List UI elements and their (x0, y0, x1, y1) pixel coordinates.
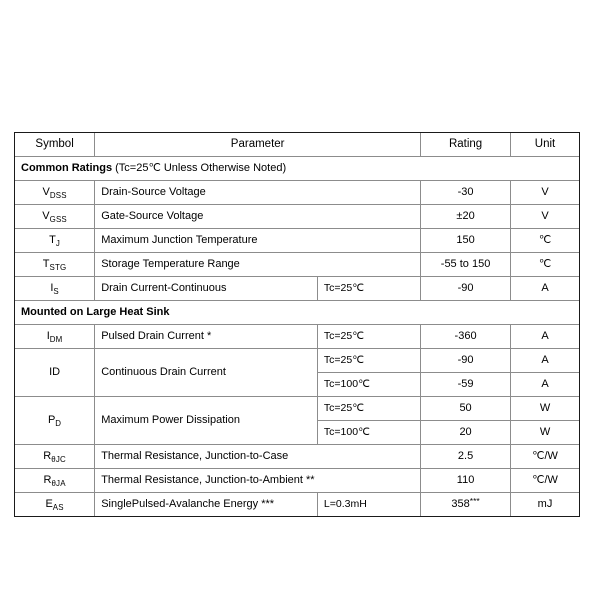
condition-is: Tc=25℃ (317, 277, 420, 301)
rating-tj: 150 (421, 229, 511, 253)
parameter-idm: Pulsed Drain Current * (95, 325, 318, 349)
parameter-eas: SinglePulsed-Avalanche Energy *** (95, 493, 318, 517)
condition-pd-2: Tc=100℃ (317, 421, 420, 445)
section-mounted-heat-sink-cell (15, 301, 579, 325)
symbol-tstg-base: T (42, 258, 50, 271)
unit-tj: ℃ (511, 229, 579, 253)
rating-idm: -360 (421, 325, 511, 349)
header-rating: Rating (421, 133, 511, 157)
section-common-ratings-note: (Tc=25℃ Unless Otherwise Noted) (112, 162, 287, 175)
header-symbol: Symbol (15, 133, 95, 157)
symbol-rthjc (15, 445, 95, 469)
parameter-rthja: Thermal Resistance, Junction-to-Ambient ** (95, 469, 421, 493)
symbol-vdss (15, 181, 95, 205)
table-row-id-first (15, 349, 579, 373)
symbol-vgss-sub: GSS (49, 214, 67, 224)
symbol-eas-base: E (45, 498, 53, 511)
rating-id-2: -59 (421, 373, 511, 397)
table-row-pd-first (15, 397, 579, 421)
symbol-idm (15, 325, 95, 349)
rating-id-1: -90 (421, 349, 511, 373)
rating-eas (421, 493, 511, 517)
section-common-ratings-cell (15, 157, 579, 181)
unit-tstg: ℃ (511, 253, 579, 277)
symbol-eas-sub: AS (52, 502, 64, 512)
symbol-vgss-base: V (42, 210, 50, 223)
symbol-rthja (15, 469, 95, 493)
rating-vgss: ±20 (421, 205, 511, 229)
parameter-tstg: Storage Temperature Range (95, 253, 421, 277)
parameter-vdss: Drain-Source Voltage (95, 181, 421, 205)
symbol-tstg-sub: STG (49, 262, 67, 272)
table-header-row (15, 133, 579, 157)
rating-eas-footnote-marks: *** (469, 496, 480, 507)
parameter-rthjc: Thermal Resistance, Junction-to-Case (95, 445, 421, 469)
symbol-eas (15, 493, 95, 517)
parameter-vgss: Gate-Source Voltage (95, 205, 421, 229)
table-row-idm (15, 325, 579, 349)
condition-id-1: Tc=25℃ (317, 349, 420, 373)
symbol-pd (15, 397, 95, 445)
header-parameter: Parameter (95, 133, 421, 157)
unit-rthjc: ℃/W (511, 445, 579, 469)
symbol-id-base: ID (49, 366, 61, 379)
symbol-id (15, 349, 95, 397)
rating-tstg: -55 to 150 (421, 253, 511, 277)
rating-eas-value: 358 (451, 498, 470, 511)
unit-rthja: ℃/W (511, 469, 579, 493)
unit-id-2: A (511, 373, 579, 397)
section-common-ratings-label: Common Ratings (21, 162, 113, 175)
section-header-mounted-heat-sink (15, 301, 579, 325)
rating-vdss: -30 (421, 181, 511, 205)
unit-idm: A (511, 325, 579, 349)
symbol-pd-base: P (47, 414, 56, 427)
table-row-rthja (15, 469, 579, 493)
parameter-pd: Maximum Power Dissipation (95, 397, 318, 445)
symbol-tstg (15, 253, 95, 277)
symbol-is-sub: S (53, 286, 59, 296)
header-unit: Unit (511, 133, 579, 157)
symbol-tj-base: T (49, 234, 56, 247)
symbol-vgss (15, 205, 95, 229)
symbol-rthjc-base: R (43, 450, 52, 463)
table-row-tstg (15, 253, 579, 277)
symbol-rthja-sub: θJA (51, 478, 66, 488)
table-row-eas (15, 493, 579, 517)
section-header-common-ratings (15, 157, 579, 181)
symbol-tj (15, 229, 95, 253)
table-row-is (15, 277, 579, 301)
table-row-vdss (15, 181, 579, 205)
symbol-is (15, 277, 95, 301)
condition-eas: L=0.3mH (317, 493, 420, 517)
symbol-rthjc-sub: θJC (51, 454, 66, 464)
condition-id-2: Tc=100℃ (317, 373, 420, 397)
unit-is: A (511, 277, 579, 301)
rating-rthjc: 2.5 (421, 445, 511, 469)
symbol-rthja-base: R (43, 474, 52, 487)
absolute-maximum-ratings-table (14, 132, 580, 517)
symbol-idm-base: I (46, 330, 50, 343)
symbol-is-base: I (50, 282, 54, 295)
rating-pd-2: 20 (421, 421, 511, 445)
table-row-tj (15, 229, 579, 253)
unit-pd-2: W (511, 421, 579, 445)
ratings-table (15, 133, 579, 516)
symbol-vdss-sub: DSS (49, 190, 67, 200)
table-row-rthjc (15, 445, 579, 469)
symbol-pd-sub: D (55, 418, 62, 428)
table-row-vgss (15, 205, 579, 229)
parameter-is: Drain Current-Continuous (95, 277, 318, 301)
unit-eas: mJ (511, 493, 579, 517)
parameter-id: Continuous Drain Current (95, 349, 318, 397)
unit-id-1: A (511, 349, 579, 373)
unit-vgss: V (511, 205, 579, 229)
unit-pd-1: W (511, 397, 579, 421)
parameter-tj: Maximum Junction Temperature (95, 229, 421, 253)
symbol-idm-sub: DM (49, 334, 63, 344)
section-mounted-heat-sink-label: Mounted on Large Heat Sink (21, 306, 170, 319)
condition-pd-1: Tc=25℃ (317, 397, 420, 421)
rating-pd-1: 50 (421, 397, 511, 421)
symbol-vdss-base: V (42, 186, 50, 199)
symbol-tj-sub: J (55, 238, 61, 248)
rating-is: -90 (421, 277, 511, 301)
condition-idm: Tc=25℃ (317, 325, 420, 349)
unit-vdss: V (511, 181, 579, 205)
rating-rthja: 110 (421, 469, 511, 493)
